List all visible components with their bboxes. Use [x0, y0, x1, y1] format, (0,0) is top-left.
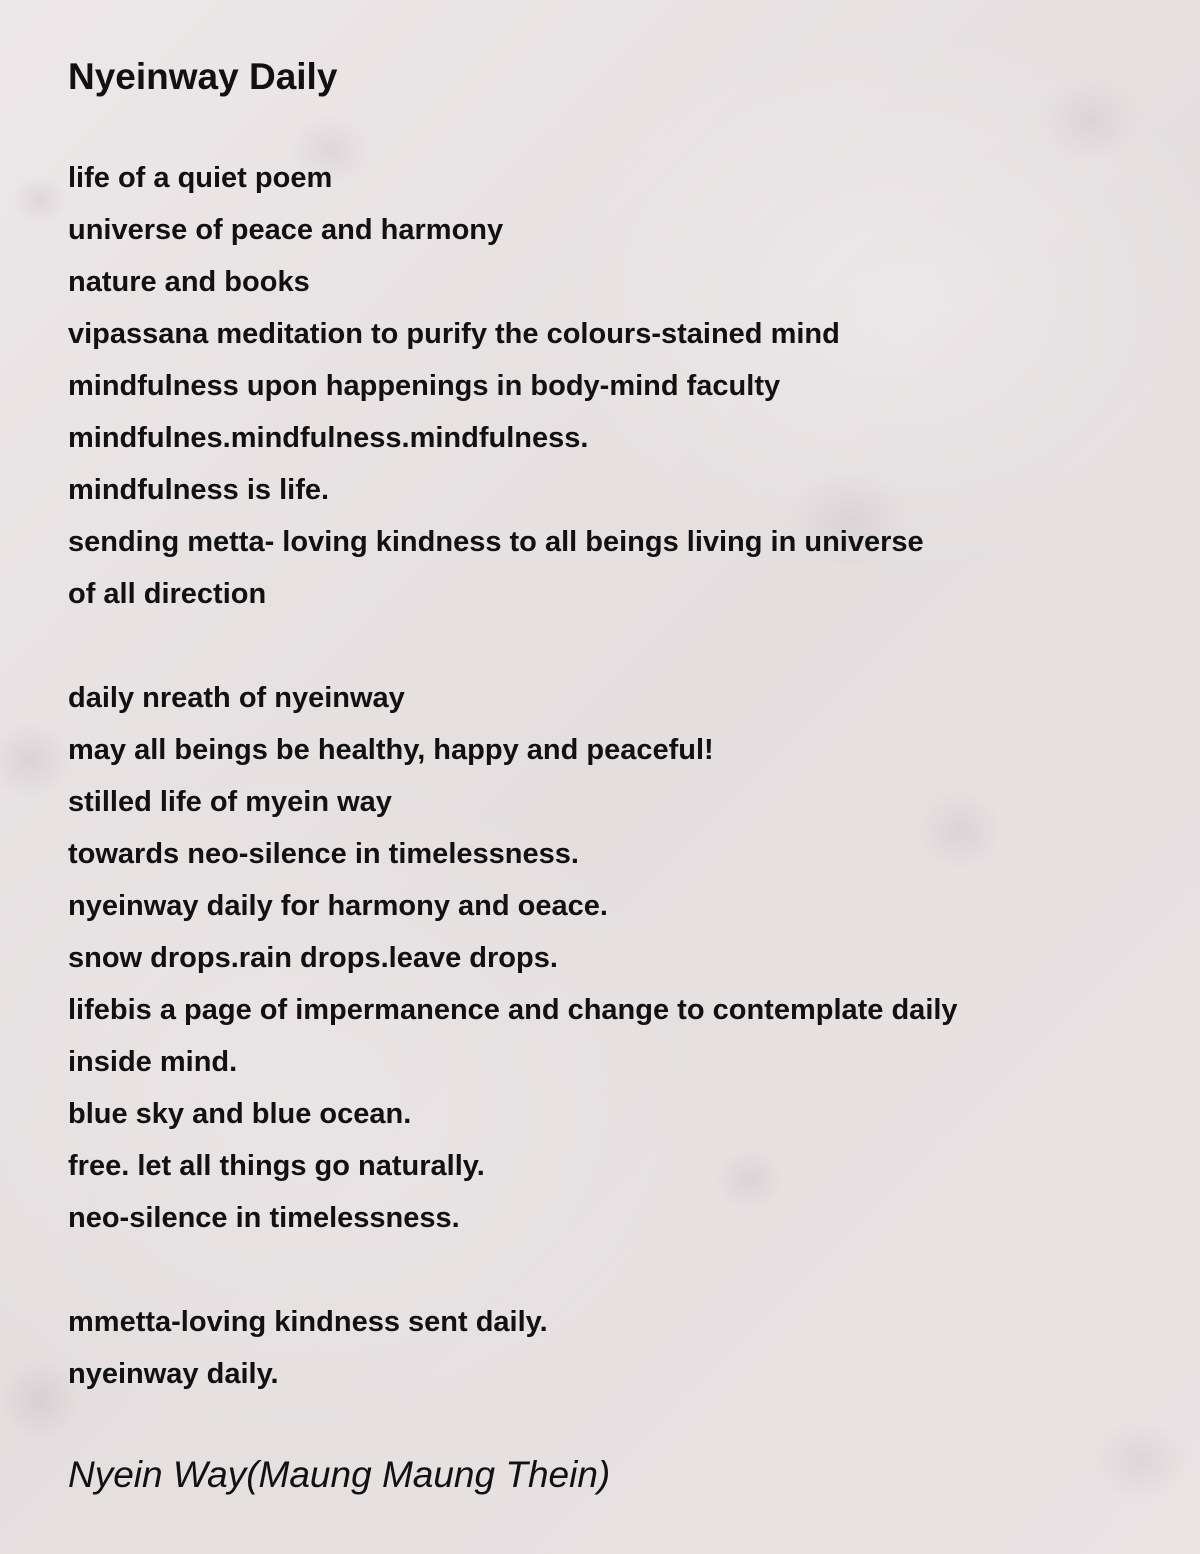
poem-line: mindfulnes.mindfulness.mindfulness.	[68, 422, 589, 454]
poem-line: towards neo-silence in timelessness.	[68, 838, 579, 870]
poem-line: nature and books	[68, 266, 310, 298]
poem-line: mindfulness upon happenings in body-mind faculty	[68, 370, 781, 402]
poem-line: stilled life of myein way	[68, 786, 392, 818]
poem-body	[68, 152, 1168, 1452]
poem-line: vipassana meditation to purify the colours-stained mind	[68, 318, 840, 350]
poem-line: mmetta-loving kindness sent daily.	[68, 1306, 548, 1338]
poem-line: life of a quiet poem	[68, 162, 333, 194]
poem-line: snow drops.rain drops.leave drops.	[68, 942, 558, 974]
poem-line: nyeinway daily for harmony and oeace.	[68, 890, 608, 922]
poem-line: of all direction	[68, 578, 267, 610]
poem-line: neo-silence in timelessness.	[68, 1202, 460, 1234]
poem-line: may all beings be healthy, happy and peaceful!	[68, 734, 714, 766]
poem-line: lifebis a page of impermanence and change to contemplate daily	[68, 994, 958, 1026]
poem-line: blue sky and blue ocean.	[68, 1098, 412, 1130]
poem-author: Nyein Way(Maung Maung Thein)	[68, 1454, 611, 1495]
poem-line: universe of peace and harmony	[68, 214, 504, 246]
poem-line: mindfulness is life.	[68, 474, 330, 506]
poem-line: inside mind.	[68, 1046, 238, 1078]
poem-title: Nyeinway Daily	[68, 56, 338, 97]
poem-line: daily nreath of nyeinway	[68, 682, 405, 714]
stanza-1	[68, 152, 1168, 620]
stanza-2	[68, 672, 1168, 1244]
poem-line: free. let all things go naturally.	[68, 1150, 485, 1182]
poem-line: nyeinway daily.	[68, 1358, 279, 1390]
stanza-3	[68, 1296, 1168, 1400]
poem-line: sending metta- loving kindness to all beings living in universe	[68, 526, 924, 558]
poem-page	[68, 54, 1168, 1495]
